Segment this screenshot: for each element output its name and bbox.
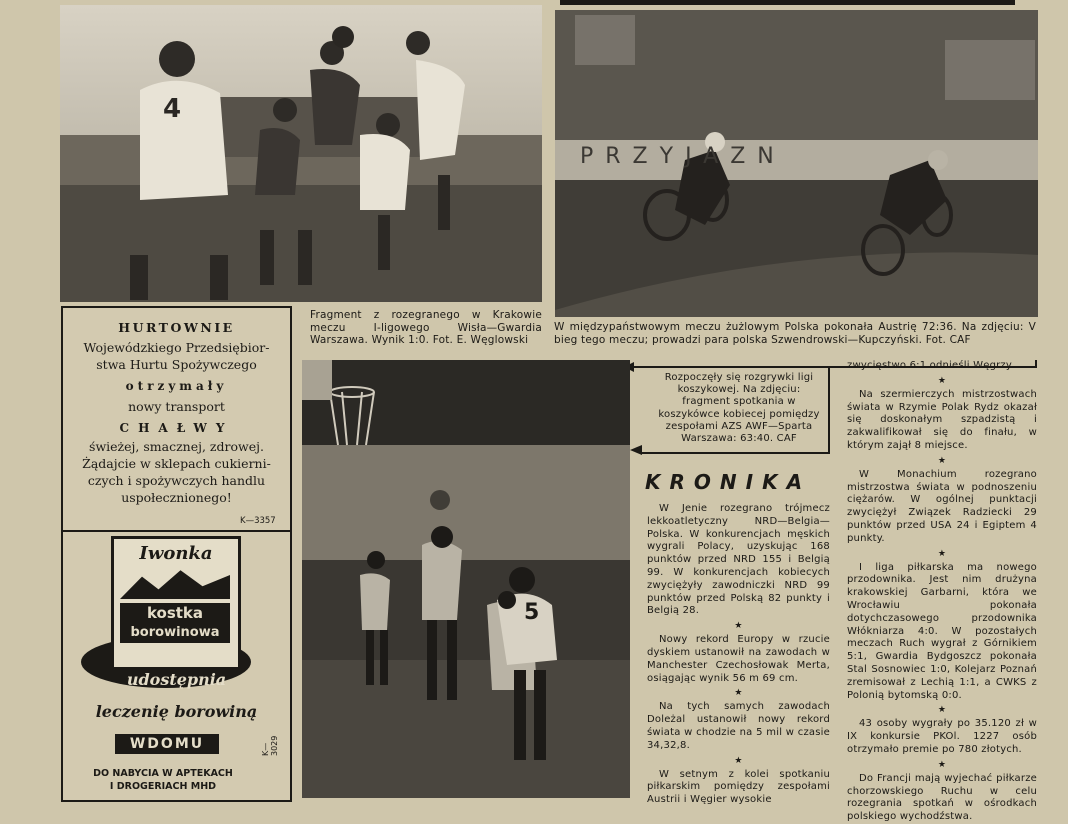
kronika-title: KRONIKA xyxy=(645,470,812,494)
ad-line: I DROGERIACH MHD xyxy=(109,781,217,792)
star-separator: ★ xyxy=(937,375,947,386)
svg-text:4: 4 xyxy=(163,94,182,124)
product-name-1: kostka xyxy=(120,603,230,623)
news-item: W Jenie rozegrano trójmecz lekkoatletyczny NRD—Belgia—Polska. W konkurencjach męskich wygrali Polacy, uzyskując 168 punktów przed NRD 155 i Belgią 99. W konkurencjach kobiecych zwyciężyły zawodniczki NRD 99 punktów przed Polską 82 punkty i Belgią 28. xyxy=(647,503,830,617)
caption-arrow-head xyxy=(630,445,642,455)
news-item: I liga piłkarska ma nowego przodownika. Jest nim drużyna krakowskiej Garbarni, która we Wrocławiu pokonała dotychczasowego przodownika Włókniarza 4:0. W pozostałych meczach Ruch wygrał z Górnikiem 5:1, Gwardia Bydgoszcz pokonała Stal Sosnowiec 1:0, Kolejarz Poznań zremisował z Lechią 1:1, a CWKS z Polonią bytomską 0:0. xyxy=(847,561,1037,701)
ad-line: DO NABYCIA W APTEKACH xyxy=(93,768,233,779)
product-box xyxy=(111,536,241,670)
news-item: Na tych samych zawodach Doleżal ustanowił nowy rekord świata w chodzie na 5 mil w czasie 34,32,8. xyxy=(647,701,830,751)
mountain-graphic xyxy=(120,567,230,599)
ad-line: leczenię borowiną xyxy=(95,702,258,721)
news-item: zwycięstwo 6:1 odnieśli Węgrzy. xyxy=(847,360,1014,371)
ad-line: WDOMU xyxy=(115,734,219,754)
product-brand: Iwonka xyxy=(139,543,213,564)
basketball-caption: Rozpoczęły się rozgrywki ligi koszykowej. Na zdjęciu: fragment spotkania w koszykówce kobiecej pomiędzy zespołami AZS AWF—Sparta Warszawa: 63:40. CAF xyxy=(658,372,820,445)
top-rule xyxy=(560,0,1015,5)
ad-ref: K—3029 xyxy=(261,735,279,756)
kronika-column-2 xyxy=(847,360,1037,823)
banner-text: PRZYJAZN xyxy=(580,144,786,169)
ad-line: nowy transport xyxy=(128,399,225,414)
news-item: W setnym z kolei spotkaniu piłkarskim pomiędzy zespołami Austrii i Węgier wysokie xyxy=(647,768,830,806)
news-item: Do Francji mają wyjechać piłkarze chorzowskiego Ruchu w celu rozegrania spotkań w ośrodkach polskiego wychodźstwa. xyxy=(847,772,1037,823)
star-separator: ★ xyxy=(937,548,947,559)
news-item: 43 osoby wygrały po 35.120 zł w IX konkursie PKOl. 1227 osób otrzymało premie po 780 złotych. xyxy=(847,718,1037,755)
ad-iwonka xyxy=(61,530,292,802)
star-separator: ★ xyxy=(937,705,947,716)
news-item: Nowy rekord Europy w rzucie dyskiem ustanowił na zawodach w Manchester Czechosłowak Merta, osiągając wynik 56 m 69 cm. xyxy=(647,634,830,684)
ad-line: otrzymały xyxy=(125,379,228,393)
star-separator: ★ xyxy=(937,455,947,466)
speedway-photo xyxy=(555,10,1038,317)
star-separator: ★ xyxy=(734,688,743,699)
star-separator: ★ xyxy=(937,759,947,770)
basketball-photo xyxy=(302,360,630,798)
jersey-number: 5 xyxy=(524,600,540,625)
ad-line: udostępnia xyxy=(126,670,227,689)
ad-title: HURTOWNIE xyxy=(118,320,235,335)
ad-line: uspołecznionego! xyxy=(121,490,232,505)
ad-line: świeżej, smacznej, zdrowej. xyxy=(89,439,264,454)
speedway-caption: W międzypaństwowym meczu żużlowym Polska pokonała Austrię 72:36. Na zdjęciu: V bieg tego meczu; prowadzi para polska Szwendrowski—Kupczyński. Fot. CAF xyxy=(554,321,1036,346)
news-item: W Monachium rozegrano mistrzostwa świata w podnoszeniu ciężarów. W ogólnej punktacji zwyciężył Związek Radziecki 29 punktów przed USA 24 i Egiptem 4 punkty. xyxy=(847,468,1037,544)
star-separator: ★ xyxy=(734,621,743,632)
ad-line: stwa Hurtu Spożywczego xyxy=(96,357,257,372)
star-separator: ★ xyxy=(734,755,743,766)
ad-line: Wojewódzkiego Przedsiębior- xyxy=(83,340,270,355)
news-item: Na szermierczych mistrzostwach świata w Rzymie Polak Rydz okazał się doskonałym szpadzistą i zakwalifikował się do finału, w którym zajął 8 miejsce. xyxy=(847,388,1037,451)
ad-line: CHAŁWY xyxy=(119,421,234,435)
product-name-2: borowinowa xyxy=(120,623,230,643)
ad-ref: K—3357 xyxy=(240,516,276,526)
ad-hurtownie xyxy=(61,306,292,532)
kronika-column-1 xyxy=(647,503,830,806)
ad-line: Żądajcie w sklepach cukierni- xyxy=(82,456,271,471)
ad-line: czych i spożywczych handlu xyxy=(87,473,266,488)
football-caption: Fragment z rozegranego w Krakowie meczu I-ligowego Wisła—Gwardia Warszawa. Wynik 1:0. Fot. E. Węglowski xyxy=(310,309,542,346)
football-photo xyxy=(60,5,542,302)
